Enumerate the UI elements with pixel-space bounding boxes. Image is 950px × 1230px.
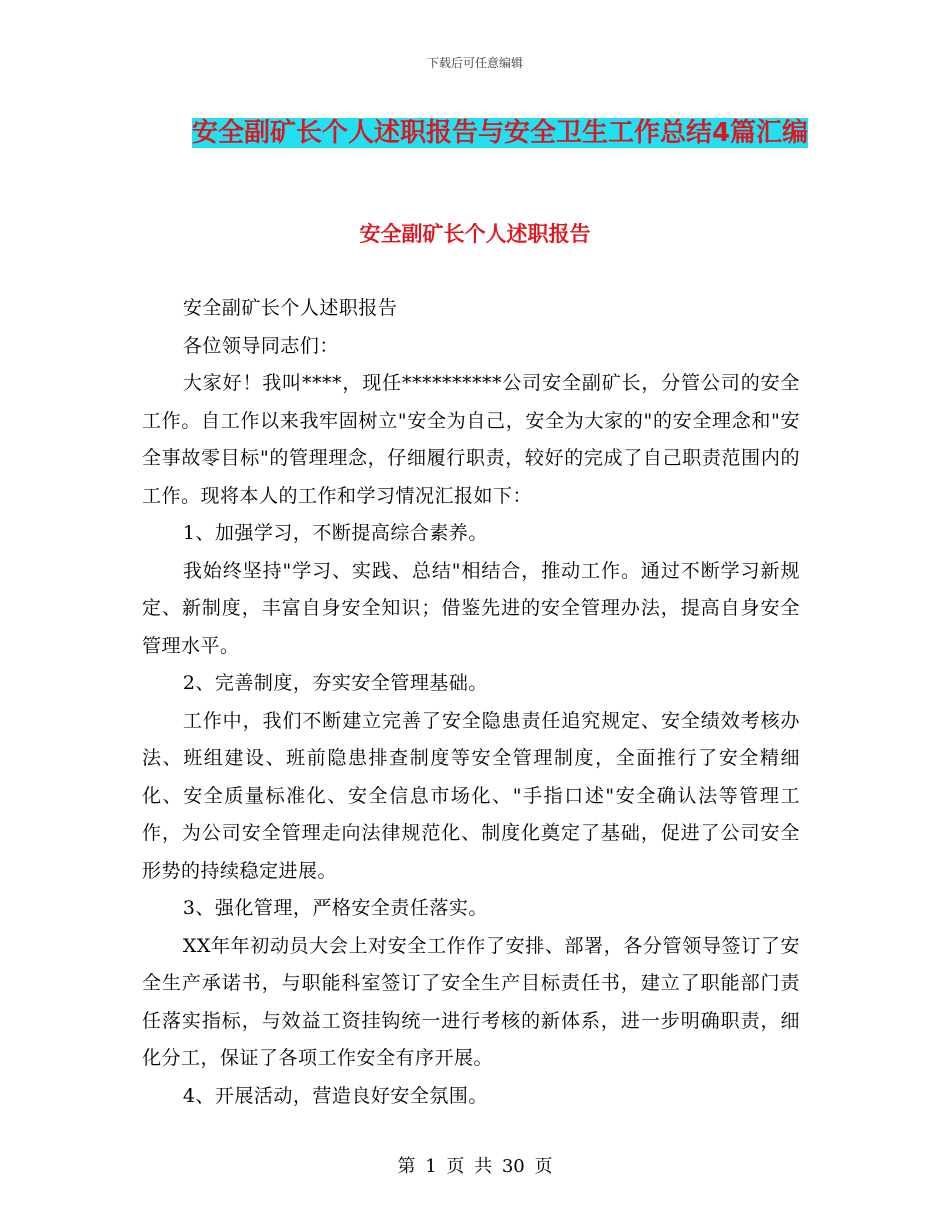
page-header-note: 下载后可任意编辑	[426, 56, 523, 70]
paragraph: 2、完善制度，夯实安全管理基础。	[182, 672, 488, 694]
paragraph: 安全副矿长个人述职报告	[182, 297, 398, 319]
paragraph: 各位领导同志们：	[182, 334, 339, 357]
paragraph: 4、开展活动，营造良好安全氛围。	[182, 1084, 488, 1107]
section-title: 安全副矿长个人述职报告	[359, 222, 591, 246]
paragraph: 工作中，我们不断建立完善了安全隐患责任追究规定、安全绩效考核办法、班组建设、班前隐患排查制度等安全管理制度，全面推行了安全精细化、安全质量标准化、安全信息市场化、"手指口述"安全确认法等管理工作，为公司安全管理走向法律规范化、制度化奠定了基础，促进了公司安全形势的持续稳定进展。	[142, 709, 800, 882]
document-title	[180, 108, 820, 158]
paragraph: 3、强化管理，严格安全责任落实。	[182, 897, 488, 919]
document-title-text: 安全副矿长个人述职报告与安全卫生工作总结4篇汇编	[191, 118, 809, 148]
document-body	[142, 290, 800, 1115]
paragraph: 1、加强学习，不断提高综合素养。	[182, 522, 488, 544]
paragraph: 我始终坚持"学习、实践、总结"相结合，推动工作。通过不断学习新规定、新制度，丰富自身安全知识；借鉴先进的安全管理办法，提高自身安全管理水平。	[142, 559, 800, 657]
paragraph: XX年年初动员大会上对安全工作作了安排、部署，各分管领导签订了安全生产承诺书，与职能科室签订了安全生产目标责任书，建立了职能部门责任落实指标，与效益工资挂钩统一进行考核的新体系，进一步明确职责，细化分工，保证了各项工作安全有序开展。	[142, 934, 800, 1069]
page-footer: 第 1 页 共 30 页	[397, 1156, 553, 1177]
paragraph: 大家好！我叫****，现任**********公司安全副矿长，分管公司的安全工作。自工作以来我牢固树立"安全为自己，安全为大家的"的安全理念和"安全事故零目标"的管理理念，仔细履行职责，较好的完成了自己职责范围内的工作。现将本人的工作和学习情况汇报如下：	[142, 372, 800, 507]
